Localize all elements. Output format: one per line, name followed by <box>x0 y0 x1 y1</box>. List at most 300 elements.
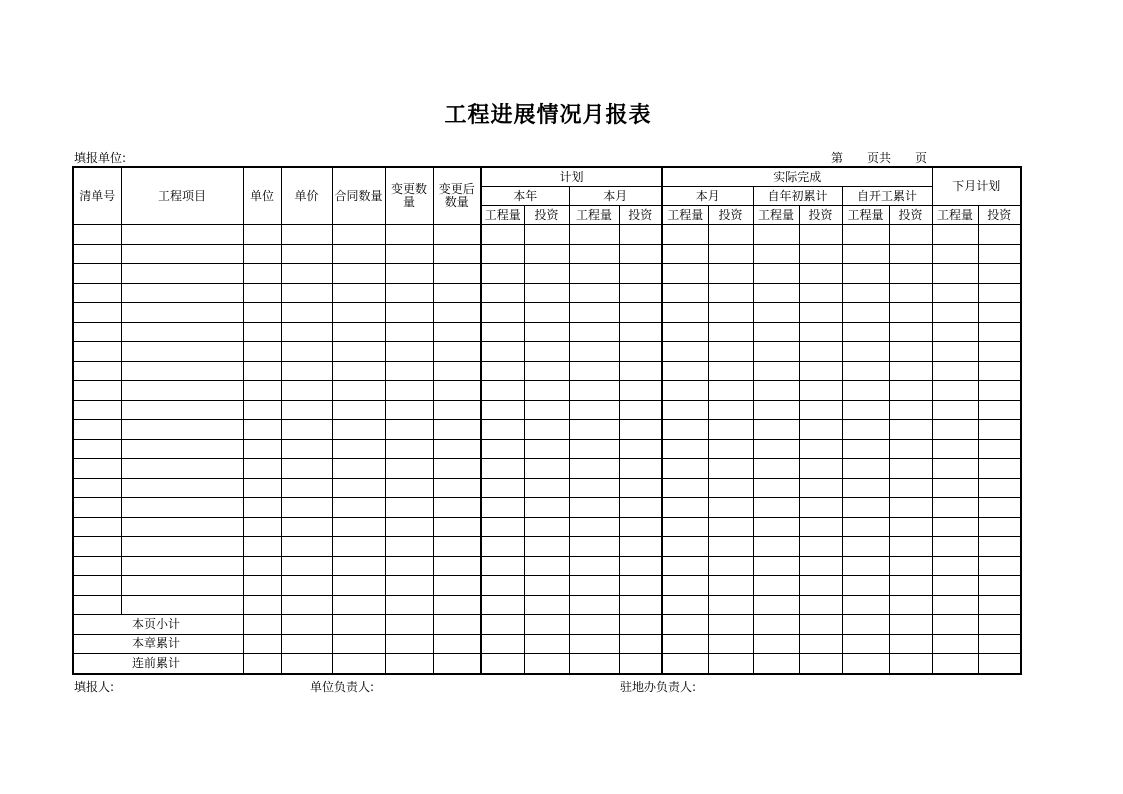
table-cell[interactable] <box>121 361 243 381</box>
table-cell[interactable] <box>569 634 619 654</box>
table-cell[interactable] <box>978 283 1021 303</box>
table-cell[interactable] <box>799 400 842 420</box>
table-cell[interactable] <box>569 517 619 537</box>
table-cell[interactable] <box>662 283 708 303</box>
table-cell[interactable] <box>799 517 842 537</box>
table-cell[interactable] <box>932 322 978 342</box>
table-cell[interactable] <box>662 556 708 576</box>
table-cell[interactable] <box>433 576 481 596</box>
table-cell[interactable] <box>569 439 619 459</box>
table-cell[interactable] <box>481 264 524 284</box>
table-cell[interactable] <box>433 420 481 440</box>
table-cell[interactable] <box>799 225 842 245</box>
table-cell[interactable] <box>481 439 524 459</box>
table-cell[interactable] <box>385 478 433 498</box>
table-cell[interactable] <box>281 264 332 284</box>
table-cell[interactable] <box>978 439 1021 459</box>
table-cell[interactable] <box>332 556 385 576</box>
table-cell[interactable] <box>481 420 524 440</box>
table-cell[interactable] <box>978 303 1021 323</box>
table-cell[interactable] <box>281 244 332 264</box>
table-cell[interactable] <box>569 342 619 362</box>
table-cell[interactable] <box>569 498 619 518</box>
table-cell[interactable] <box>889 498 932 518</box>
table-cell[interactable] <box>243 439 281 459</box>
table-cell[interactable] <box>281 595 332 615</box>
table-cell[interactable] <box>385 498 433 518</box>
table-cell[interactable] <box>978 595 1021 615</box>
table-cell[interactable] <box>619 361 662 381</box>
table-cell[interactable] <box>433 634 481 654</box>
table-cell[interactable] <box>932 244 978 264</box>
table-cell[interactable] <box>481 381 524 401</box>
table-cell[interactable] <box>281 634 332 654</box>
table-cell[interactable] <box>753 244 799 264</box>
table-cell[interactable] <box>433 225 481 245</box>
table-cell[interactable] <box>332 244 385 264</box>
table-cell[interactable] <box>385 654 433 674</box>
table-cell[interactable] <box>799 615 842 635</box>
table-cell[interactable] <box>281 498 332 518</box>
table-cell[interactable] <box>708 361 753 381</box>
table-cell[interactable] <box>708 517 753 537</box>
table-cell[interactable] <box>619 459 662 479</box>
table-cell[interactable] <box>978 264 1021 284</box>
table-cell[interactable] <box>281 381 332 401</box>
table-cell[interactable] <box>619 537 662 557</box>
table-cell[interactable] <box>243 361 281 381</box>
table-cell[interactable] <box>385 381 433 401</box>
table-cell[interactable] <box>73 420 121 440</box>
table-cell[interactable] <box>662 361 708 381</box>
table-cell[interactable] <box>332 459 385 479</box>
table-cell[interactable] <box>121 517 243 537</box>
table-cell[interactable] <box>889 634 932 654</box>
table-cell[interactable] <box>481 400 524 420</box>
table-cell[interactable] <box>662 478 708 498</box>
table-cell[interactable] <box>569 361 619 381</box>
table-cell[interactable] <box>662 420 708 440</box>
table-cell[interactable] <box>385 420 433 440</box>
table-cell[interactable] <box>73 439 121 459</box>
table-cell[interactable] <box>708 283 753 303</box>
table-cell[interactable] <box>842 420 889 440</box>
table-cell[interactable] <box>433 283 481 303</box>
table-cell[interactable] <box>619 400 662 420</box>
table-cell[interactable] <box>481 595 524 615</box>
table-cell[interactable] <box>569 537 619 557</box>
table-cell[interactable] <box>932 400 978 420</box>
table-cell[interactable] <box>433 498 481 518</box>
table-cell[interactable] <box>73 225 121 245</box>
table-cell[interactable] <box>619 478 662 498</box>
table-cell[interactable] <box>281 225 332 245</box>
table-cell[interactable] <box>799 459 842 479</box>
table-cell[interactable] <box>978 498 1021 518</box>
table-cell[interactable] <box>932 615 978 635</box>
table-cell[interactable] <box>281 342 332 362</box>
table-cell[interactable] <box>524 615 569 635</box>
table-cell[interactable] <box>619 439 662 459</box>
table-cell[interactable] <box>799 322 842 342</box>
table-cell[interactable] <box>842 634 889 654</box>
table-cell[interactable] <box>842 439 889 459</box>
table-cell[interactable] <box>385 361 433 381</box>
table-cell[interactable] <box>332 303 385 323</box>
table-cell[interactable] <box>433 244 481 264</box>
table-cell[interactable] <box>619 420 662 440</box>
table-cell[interactable] <box>433 322 481 342</box>
table-cell[interactable] <box>842 283 889 303</box>
table-cell[interactable] <box>708 303 753 323</box>
table-cell[interactable] <box>243 576 281 596</box>
table-cell[interactable] <box>332 322 385 342</box>
table-cell[interactable] <box>889 439 932 459</box>
table-cell[interactable] <box>889 244 932 264</box>
table-cell[interactable] <box>708 498 753 518</box>
table-cell[interactable] <box>708 439 753 459</box>
table-cell[interactable] <box>753 556 799 576</box>
table-cell[interactable] <box>433 400 481 420</box>
table-cell[interactable] <box>569 615 619 635</box>
table-cell[interactable] <box>708 537 753 557</box>
table-cell[interactable] <box>569 400 619 420</box>
table-cell[interactable] <box>932 420 978 440</box>
table-cell[interactable] <box>481 225 524 245</box>
table-cell[interactable] <box>889 517 932 537</box>
table-cell[interactable] <box>753 361 799 381</box>
table-cell[interactable] <box>121 303 243 323</box>
table-cell[interactable] <box>121 283 243 303</box>
table-cell[interactable] <box>332 478 385 498</box>
table-cell[interactable] <box>753 498 799 518</box>
table-cell[interactable] <box>121 400 243 420</box>
table-cell[interactable] <box>662 576 708 596</box>
table-cell[interactable] <box>433 459 481 479</box>
table-cell[interactable] <box>978 517 1021 537</box>
table-cell[interactable] <box>569 303 619 323</box>
table-cell[interactable] <box>524 381 569 401</box>
table-cell[interactable] <box>524 459 569 479</box>
table-cell[interactable] <box>385 595 433 615</box>
table-cell[interactable] <box>708 576 753 596</box>
table-cell[interactable] <box>932 478 978 498</box>
table-cell[interactable] <box>842 400 889 420</box>
table-cell[interactable] <box>889 225 932 245</box>
table-cell[interactable] <box>121 556 243 576</box>
table-cell[interactable] <box>433 303 481 323</box>
table-cell[interactable] <box>332 595 385 615</box>
table-cell[interactable] <box>753 595 799 615</box>
table-cell[interactable] <box>332 400 385 420</box>
table-cell[interactable] <box>481 283 524 303</box>
table-cell[interactable] <box>121 342 243 362</box>
table-cell[interactable] <box>619 322 662 342</box>
table-cell[interactable] <box>889 420 932 440</box>
table-cell[interactable] <box>524 264 569 284</box>
table-cell[interactable] <box>708 381 753 401</box>
table-cell[interactable] <box>708 420 753 440</box>
table-cell[interactable] <box>243 654 281 674</box>
table-cell[interactable] <box>433 595 481 615</box>
table-cell[interactable] <box>481 478 524 498</box>
table-cell[interactable] <box>332 576 385 596</box>
table-cell[interactable] <box>569 576 619 596</box>
table-cell[interactable] <box>799 342 842 362</box>
table-cell[interactable] <box>481 244 524 264</box>
table-cell[interactable] <box>978 381 1021 401</box>
table-cell[interactable] <box>121 498 243 518</box>
table-cell[interactable] <box>569 264 619 284</box>
table-cell[interactable] <box>708 615 753 635</box>
table-cell[interactable] <box>332 225 385 245</box>
table-cell[interactable] <box>978 420 1021 440</box>
table-cell[interactable] <box>433 381 481 401</box>
table-cell[interactable] <box>842 264 889 284</box>
table-cell[interactable] <box>753 478 799 498</box>
table-cell[interactable] <box>753 576 799 596</box>
table-cell[interactable] <box>662 634 708 654</box>
table-cell[interactable] <box>753 381 799 401</box>
table-cell[interactable] <box>524 225 569 245</box>
table-cell[interactable] <box>708 244 753 264</box>
table-cell[interactable] <box>799 439 842 459</box>
table-cell[interactable] <box>243 322 281 342</box>
table-cell[interactable] <box>243 342 281 362</box>
table-cell[interactable] <box>73 283 121 303</box>
table-cell[interactable] <box>932 225 978 245</box>
table-cell[interactable] <box>842 381 889 401</box>
table-cell[interactable] <box>799 595 842 615</box>
table-cell[interactable] <box>799 361 842 381</box>
table-cell[interactable] <box>332 654 385 674</box>
table-cell[interactable] <box>889 654 932 674</box>
table-cell[interactable] <box>708 225 753 245</box>
table-cell[interactable] <box>281 654 332 674</box>
table-cell[interactable] <box>385 537 433 557</box>
table-cell[interactable] <box>481 634 524 654</box>
table-cell[interactable] <box>842 478 889 498</box>
table-cell[interactable] <box>243 283 281 303</box>
table-cell[interactable] <box>569 459 619 479</box>
table-cell[interactable] <box>73 322 121 342</box>
table-cell[interactable] <box>662 381 708 401</box>
table-cell[interactable] <box>524 498 569 518</box>
table-cell[interactable] <box>569 556 619 576</box>
table-cell[interactable] <box>842 342 889 362</box>
table-cell[interactable] <box>524 478 569 498</box>
table-cell[interactable] <box>619 634 662 654</box>
table-cell[interactable] <box>889 264 932 284</box>
table-cell[interactable] <box>433 361 481 381</box>
table-cell[interactable] <box>932 303 978 323</box>
table-cell[interactable] <box>524 400 569 420</box>
table-cell[interactable] <box>753 615 799 635</box>
table-cell[interactable] <box>708 322 753 342</box>
table-cell[interactable] <box>889 595 932 615</box>
table-cell[interactable] <box>978 400 1021 420</box>
table-cell[interactable] <box>385 225 433 245</box>
table-cell[interactable] <box>932 498 978 518</box>
table-cell[interactable] <box>753 420 799 440</box>
table-cell[interactable] <box>708 264 753 284</box>
table-cell[interactable] <box>281 361 332 381</box>
table-cell[interactable] <box>332 420 385 440</box>
table-cell[interactable] <box>842 576 889 596</box>
table-cell[interactable] <box>842 537 889 557</box>
table-cell[interactable] <box>932 634 978 654</box>
table-cell[interactable] <box>433 537 481 557</box>
table-cell[interactable] <box>978 459 1021 479</box>
table-cell[interactable] <box>619 381 662 401</box>
table-cell[interactable] <box>121 225 243 245</box>
table-cell[interactable] <box>73 478 121 498</box>
table-cell[interactable] <box>753 303 799 323</box>
table-cell[interactable] <box>619 283 662 303</box>
table-cell[interactable] <box>281 537 332 557</box>
table-cell[interactable] <box>569 478 619 498</box>
table-cell[interactable] <box>619 264 662 284</box>
table-cell[interactable] <box>662 264 708 284</box>
table-cell[interactable] <box>569 322 619 342</box>
table-cell[interactable] <box>73 576 121 596</box>
table-cell[interactable] <box>524 283 569 303</box>
table-cell[interactable] <box>433 342 481 362</box>
table-cell[interactable] <box>433 264 481 284</box>
table-cell[interactable] <box>753 459 799 479</box>
table-cell[interactable] <box>569 381 619 401</box>
table-cell[interactable] <box>753 517 799 537</box>
table-cell[interactable] <box>332 498 385 518</box>
table-cell[interactable] <box>978 537 1021 557</box>
table-cell[interactable] <box>524 303 569 323</box>
table-cell[interactable] <box>524 537 569 557</box>
table-cell[interactable] <box>619 517 662 537</box>
table-cell[interactable] <box>708 556 753 576</box>
table-cell[interactable] <box>385 439 433 459</box>
table-cell[interactable] <box>842 303 889 323</box>
table-cell[interactable] <box>799 478 842 498</box>
table-cell[interactable] <box>662 244 708 264</box>
table-cell[interactable] <box>842 517 889 537</box>
table-cell[interactable] <box>332 439 385 459</box>
table-cell[interactable] <box>385 400 433 420</box>
table-cell[interactable] <box>243 634 281 654</box>
table-cell[interactable] <box>73 342 121 362</box>
table-cell[interactable] <box>662 615 708 635</box>
table-cell[interactable] <box>753 634 799 654</box>
table-cell[interactable] <box>932 264 978 284</box>
table-cell[interactable] <box>708 400 753 420</box>
table-cell[interactable] <box>753 225 799 245</box>
table-cell[interactable] <box>73 459 121 479</box>
table-cell[interactable] <box>385 264 433 284</box>
table-cell[interactable] <box>243 381 281 401</box>
table-cell[interactable] <box>524 517 569 537</box>
table-cell[interactable] <box>332 361 385 381</box>
table-cell[interactable] <box>243 420 281 440</box>
table-cell[interactable] <box>978 634 1021 654</box>
table-cell[interactable] <box>889 303 932 323</box>
table-cell[interactable] <box>481 517 524 537</box>
table-cell[interactable] <box>332 342 385 362</box>
table-cell[interactable] <box>243 537 281 557</box>
table-cell[interactable] <box>842 498 889 518</box>
table-cell[interactable] <box>481 322 524 342</box>
table-cell[interactable] <box>121 478 243 498</box>
table-cell[interactable] <box>619 556 662 576</box>
table-cell[interactable] <box>73 498 121 518</box>
table-cell[interactable] <box>332 381 385 401</box>
table-cell[interactable] <box>385 615 433 635</box>
table-cell[interactable] <box>619 342 662 362</box>
table-cell[interactable] <box>753 283 799 303</box>
table-cell[interactable] <box>569 244 619 264</box>
table-cell[interactable] <box>481 498 524 518</box>
table-cell[interactable] <box>932 537 978 557</box>
table-cell[interactable] <box>524 595 569 615</box>
table-cell[interactable] <box>889 400 932 420</box>
table-cell[interactable] <box>799 264 842 284</box>
table-cell[interactable] <box>73 244 121 264</box>
table-cell[interactable] <box>281 283 332 303</box>
table-cell[interactable] <box>481 361 524 381</box>
table-cell[interactable] <box>481 654 524 674</box>
table-cell[interactable] <box>799 537 842 557</box>
table-cell[interactable] <box>932 361 978 381</box>
table-cell[interactable] <box>481 576 524 596</box>
table-cell[interactable] <box>799 420 842 440</box>
table-cell[interactable] <box>662 654 708 674</box>
table-cell[interactable] <box>978 576 1021 596</box>
table-cell[interactable] <box>662 595 708 615</box>
table-cell[interactable] <box>889 556 932 576</box>
table-cell[interactable] <box>281 556 332 576</box>
table-cell[interactable] <box>73 381 121 401</box>
table-cell[interactable] <box>932 381 978 401</box>
table-cell[interactable] <box>569 420 619 440</box>
table-cell[interactable] <box>889 283 932 303</box>
table-cell[interactable] <box>281 615 332 635</box>
table-cell[interactable] <box>121 537 243 557</box>
table-cell[interactable] <box>73 303 121 323</box>
table-cell[interactable] <box>662 498 708 518</box>
table-cell[interactable] <box>481 556 524 576</box>
table-cell[interactable] <box>799 654 842 674</box>
table-cell[interactable] <box>121 459 243 479</box>
table-cell[interactable] <box>889 615 932 635</box>
table-cell[interactable] <box>433 439 481 459</box>
table-cell[interactable] <box>243 264 281 284</box>
table-cell[interactable] <box>753 400 799 420</box>
table-cell[interactable] <box>243 400 281 420</box>
table-cell[interactable] <box>978 361 1021 381</box>
table-cell[interactable] <box>73 537 121 557</box>
table-cell[interactable] <box>524 420 569 440</box>
table-cell[interactable] <box>842 244 889 264</box>
table-cell[interactable] <box>524 244 569 264</box>
table-cell[interactable] <box>932 517 978 537</box>
table-cell[interactable] <box>619 498 662 518</box>
table-cell[interactable] <box>708 478 753 498</box>
table-cell[interactable] <box>842 361 889 381</box>
table-cell[interactable] <box>433 478 481 498</box>
table-cell[interactable] <box>481 342 524 362</box>
table-cell[interactable] <box>753 439 799 459</box>
table-cell[interactable] <box>932 654 978 674</box>
table-cell[interactable] <box>662 439 708 459</box>
table-cell[interactable] <box>842 595 889 615</box>
